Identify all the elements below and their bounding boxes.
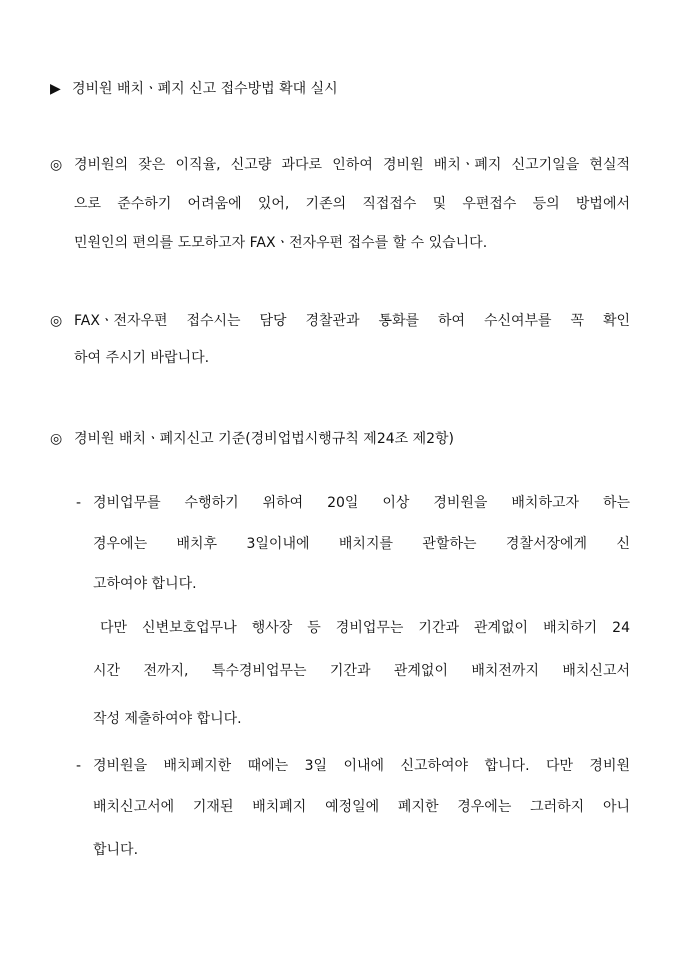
bullet2-marker: - [76, 758, 82, 774]
section1-marker: ◎ [50, 157, 63, 173]
bullet1-line1: 경비업무를 수행하기 위하여 20일 이상 경비원을 배치하고자 하는 [93, 495, 630, 511]
heading-text: 경비원 배치ㆍ폐지 신고 접수방법 확대 실시 [72, 81, 338, 97]
bullet1-line6: 작성 제출하여야 합니다. [93, 711, 242, 727]
section3-title: 경비원 배치ㆍ폐지신고 기준(경비업법시행규칙 제24조 제2항) [74, 431, 455, 447]
section2-marker: ◎ [50, 313, 63, 329]
bullet2-line2: 배치신고서에 기재된 배치폐지 예정일에 폐지한 경우에는 그러하지 아니 [93, 799, 630, 815]
bullet1-marker: - [76, 495, 82, 511]
bullet1-line4: 다만 신변보호업무나 행사장 등 경비업무는 기간과 관계없이 배치하기 24 [100, 620, 630, 636]
section1-line2: 으로 준수하기 어려움에 있어, 기존의 직접접수 및 우편접수 등의 방법에서 [74, 196, 630, 212]
section2-line1: FAXㆍ전자우편 접수시는 담당 경찰관과 통화를 하여 수신여부를 꼭 확인 [74, 313, 630, 329]
section1-line1: 경비원의 잦은 이직율, 신고량 과다로 인하여 경비원 배치ㆍ폐지 신고기일을 현실적 [74, 157, 630, 173]
section2-line2: 하여 주시기 바랍니다. [74, 350, 210, 366]
bullet1-line5: 시간 전까지, 특수경비업무는 기간과 관계없이 배치전까지 배치신고서 [93, 663, 630, 679]
bullet2-line1: 경비원을 배치폐지한 때에는 3일 이내에 신고하여야 합니다. 다만 경비원 [93, 758, 630, 774]
bullet2-line3: 합니다. [93, 842, 139, 858]
section3-marker: ◎ [50, 431, 63, 447]
heading-marker: ▶ [50, 81, 61, 97]
section1-line3: 민원인의 편의를 도모하고자 FAXㆍ전자우편 접수를 할 수 있습니다. [74, 235, 488, 251]
bullet1-line2: 경우에는 배치후 3일이내에 배치지를 관할하는 경찰서장에게 신 [93, 536, 630, 552]
bullet1-line3: 고하여야 합니다. [93, 576, 197, 592]
